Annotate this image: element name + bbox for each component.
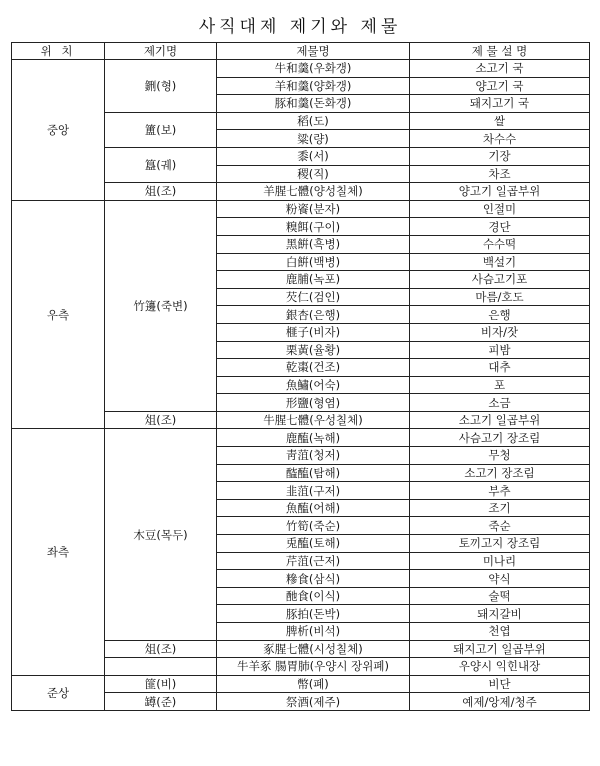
item-description-cell: 대추: [410, 359, 590, 377]
vessel-cell: 罇(준): [105, 693, 217, 711]
item-name-cell: 魚鱐(어숙): [217, 376, 410, 394]
item-name-cell: 粱(량): [217, 130, 410, 148]
item-description-cell: 소고기 일곱부위: [410, 411, 590, 429]
table-body: [12, 60, 590, 711]
item-name-cell: 稻(도): [217, 112, 410, 130]
item-description-cell: 수수떡: [410, 235, 590, 253]
item-description-cell: 차조: [410, 165, 590, 183]
item-name-cell: 幣(폐): [217, 675, 410, 693]
item-description-cell: 예제/앙제/청주: [410, 693, 590, 711]
item-description-cell: 차수수: [410, 130, 590, 148]
item-name-cell: 牛和羹(우화갱): [217, 60, 410, 78]
item-name-cell: 魚醢(어해): [217, 499, 410, 517]
vessel-cell: 俎(조): [105, 640, 217, 658]
table-row: [12, 200, 590, 218]
vessel-cell: 俎(조): [105, 411, 217, 429]
item-description-cell: 경단: [410, 218, 590, 236]
item-name-cell: 豖腥七體(시성칠체): [217, 640, 410, 658]
table-row: [12, 429, 590, 447]
item-name-cell: 脾析(비석): [217, 623, 410, 641]
item-name-cell: 粉餈(분자): [217, 200, 410, 218]
item-name-cell: 酏食(이식): [217, 587, 410, 605]
item-description-cell: 우양시 익힌내장: [410, 658, 590, 676]
item-name-cell: 白餠(백병): [217, 253, 410, 271]
item-name-cell: 糝食(삼식): [217, 570, 410, 588]
item-name-cell: 栗黃(율황): [217, 341, 410, 359]
item-name-cell: 銀杏(은행): [217, 306, 410, 324]
header-description: 제 물 설 명: [410, 43, 590, 60]
table-row: [12, 60, 590, 78]
item-name-cell: 芡仁(검인): [217, 288, 410, 306]
item-description-cell: 조기: [410, 499, 590, 517]
item-description-cell: 은행: [410, 306, 590, 324]
item-name-cell: 兎醢(토해): [217, 535, 410, 553]
item-description-cell: 피밤: [410, 341, 590, 359]
item-description-cell: 인절미: [410, 200, 590, 218]
header-item: 제물명: [217, 43, 410, 60]
item-name-cell: 鹿脯(녹포): [217, 271, 410, 289]
item-description-cell: 비자/잣: [410, 323, 590, 341]
item-description-cell: 기장: [410, 147, 590, 165]
item-description-cell: 부추: [410, 482, 590, 500]
header-position: 위 치: [12, 43, 105, 60]
item-description-cell: 사슴고기포: [410, 271, 590, 289]
position-cell: 중앙: [12, 60, 105, 201]
item-description-cell: 돼지고기 일곱부위: [410, 640, 590, 658]
vessel-cell: 竹籩(죽변): [105, 200, 217, 411]
item-description-cell: 약식: [410, 570, 590, 588]
item-name-cell: 醓醢(탐해): [217, 464, 410, 482]
item-description-cell: 마름/호도: [410, 288, 590, 306]
item-description-cell: 쌀: [410, 112, 590, 130]
item-description-cell: 양고기 일곱부위: [410, 183, 590, 201]
item-name-cell: 韭菹(구저): [217, 482, 410, 500]
item-name-cell: 祭酒(제주): [217, 693, 410, 711]
item-name-cell: 稷(직): [217, 165, 410, 183]
item-description-cell: 비단: [410, 675, 590, 693]
item-description-cell: 양고기 국: [410, 77, 590, 95]
item-name-cell: 牛羊豖 腸胃肺(우양시 장위폐): [217, 658, 410, 676]
position-cell: 우측: [12, 200, 105, 429]
item-name-cell: 形鹽(형염): [217, 394, 410, 412]
page-title: 사직대제 제기와 제물: [198, 17, 402, 37]
vessel-cell: 簋(궤): [105, 147, 217, 182]
item-name-cell: 竹筍(죽순): [217, 517, 410, 535]
item-description-cell: 죽순: [410, 517, 590, 535]
item-name-cell: 豚和羹(돈화갱): [217, 95, 410, 113]
vessel-cell: 俎(조): [105, 183, 217, 201]
item-description-cell: 술떡: [410, 587, 590, 605]
item-description-cell: 천엽: [410, 623, 590, 641]
vessel-cell: 篚(비): [105, 675, 217, 693]
item-name-cell: 豚拍(돈박): [217, 605, 410, 623]
item-name-cell: 乾棗(건조): [217, 359, 410, 377]
position-cell: 준상: [12, 675, 105, 710]
vessel-cell: 簠(보): [105, 112, 217, 147]
item-name-cell: 牛腥七體(우성칠체): [217, 411, 410, 429]
item-description-cell: 소고기 장조림: [410, 464, 590, 482]
table-row: [12, 675, 590, 693]
item-description-cell: 소고기 국: [410, 60, 590, 78]
vessel-cell: 鉶(형): [105, 60, 217, 113]
vessel-cell: 木豆(목두): [105, 429, 217, 640]
item-description-cell: 포: [410, 376, 590, 394]
item-name-cell: 鹿醢(녹해): [217, 429, 410, 447]
item-description-cell: 돼지고기 국: [410, 95, 590, 113]
vessel-cell: [105, 658, 217, 676]
item-description-cell: 돼지갈비: [410, 605, 590, 623]
item-name-cell: 羊腥七體(양성칠체): [217, 183, 410, 201]
item-description-cell: 미나리: [410, 552, 590, 570]
table-header-row: [12, 43, 590, 60]
item-description-cell: 토끼고지 장조림: [410, 535, 590, 553]
item-description-cell: 백설기: [410, 253, 590, 271]
item-name-cell: 榧子(비자): [217, 323, 410, 341]
offerings-table: [11, 42, 590, 711]
item-description-cell: 소금: [410, 394, 590, 412]
header-vessel: 제기명: [105, 43, 217, 60]
position-cell: 좌측: [12, 429, 105, 675]
item-name-cell: 羊和羹(양화갱): [217, 77, 410, 95]
item-description-cell: 사슴고기 장조림: [410, 429, 590, 447]
item-description-cell: 무청: [410, 447, 590, 465]
item-name-cell: 糗餌(구이): [217, 218, 410, 236]
item-name-cell: 靑菹(청저): [217, 447, 410, 465]
item-name-cell: 芹菹(근저): [217, 552, 410, 570]
item-name-cell: 黑餠(흑병): [217, 235, 410, 253]
item-name-cell: 黍(서): [217, 147, 410, 165]
